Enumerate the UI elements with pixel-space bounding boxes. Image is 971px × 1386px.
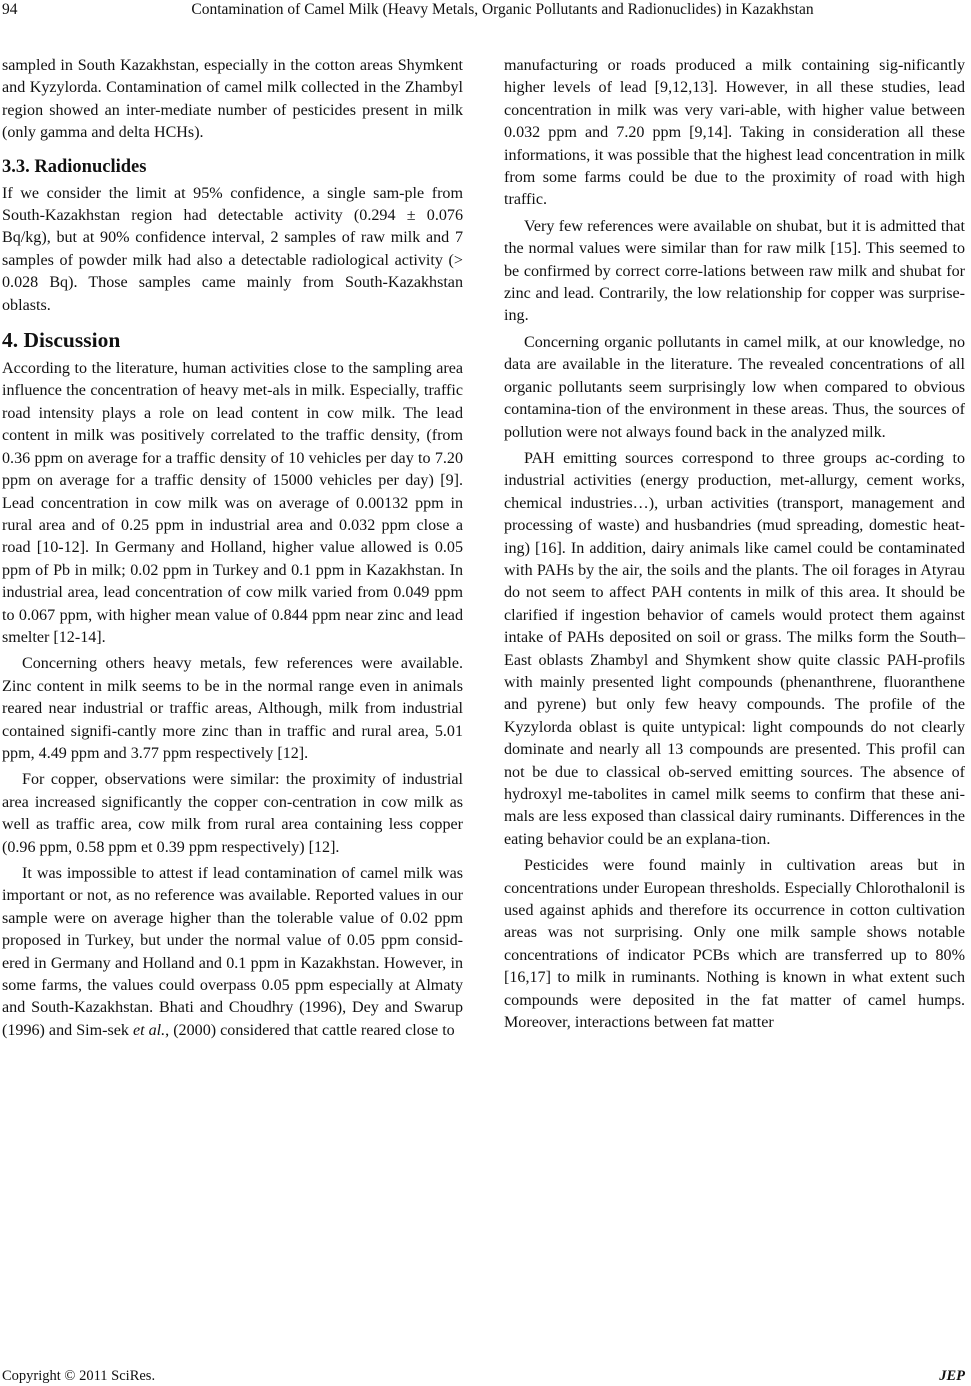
left-column [2, 55, 463, 1042]
paragraph-discussion-1: According to the literature, human activities close to the sampling area influence the concentration of heavy met-als in milk. Especially, traffic road intensity plays a role on lead content in cow milk. The lead content in milk was positively correlated to the traffic density, (from 0.36 ppm on average for a traffic density of 10 vehicles per day to 7.20 ppm on average for a traffic density of 15000 vehicles per day) [9]. Lead concentration in cow milk was on average of 0.00132 ppm in rural area and of 0.25 ppm in industrial area and 0.032 ppm close a road [10-12]. In Germany and Holland, higher value allowed is 0.05 ppm of Pb in milk; 0.02 ppm in Turkey and 0.1 ppm in Kazakhstan. In industrial area, lead concentration of cow milk varied from 0.049 ppm to 0.067 ppm, with higher mean value of 0.844 ppm near zinc and lead smelter [12-14]. [2, 360, 463, 646]
page-header [0, 0, 971, 34]
paragraph-discussion-3: For copper, observations were similar: the proximity of industrial area increased significantly the copper con-centration in cow milk as well as traffic area, cow milk from rural area containing less copper (0.96 ppm, 0.58 ppm et 0.39 ppm respectively) [12]. [2, 771, 463, 856]
paragraph-organic-pollutants: Concerning organic pollutants in camel milk, at our knowledge, no data are available in the literature. The revealed concentrations of all organic pollutants seem surprisingly low when compared to obvious contamina-tion of the environment in these areas. Thus, the sources of pollution were not always found back in the analyzed milk. [504, 333, 965, 441]
paragraph-pah: PAH emitting sources correspond to three groups ac-cording to industrial activities (energy production, met-allurgy, cement works, chemical industries…), urban activities (transport, management and processing of waste) and husbandries (mud spreading, domestic heat-ing) [16]. In addition, dairy animals like camel could be contaminated with PAHs by the air, the soils and the plants. The oil forages in Atyrau do not seem to affect PAH contents in milk of this area. It should be clarified if ingestion behavior of camels would protect them against intake of PAHs deposited on soil or grass. The milks form the South–East oblasts Zhambyl and Shymkent show quite classic PAH-profils with mainly presented light compounds (phenanthrene, fluoranthene and pyrene) but only few heavy compounds. The profile of the Kyzylorda oblast is quite untypical: light compounds do not clearly dominate and nearly all 13 compounds are presented. This profil can not be due to classical ob-served emitting sources. The absence of hydroxyl me-tabolites in camel milk seems to confirm that these ani-mals are less exposed than classical dairy ruminants. Differences in the eating behavior could be an explana-tion. [504, 449, 965, 848]
paragraph-shubat: Very few references were available on shubat, but it is admitted that the normal values were similar than for raw milk [15]. This seemed to be confirmed by correct corre-lations between raw milk and shubat for zinc and lead. Contrarily, the low relationship for copper was surprise-ing. [504, 217, 965, 325]
right-column [504, 55, 965, 1034]
paragraph-discussion-4 [2, 863, 463, 1042]
section-heading-discussion: 4. Discussion [2, 328, 121, 353]
paragraph-radionuclides: If we consider the limit at 95% confidence, a single sam-ple from South-Kazakhstan region had detectable activity (0.294 ± 0.076 Bq/kg), but at 90% confidence interval, 2 samples of raw milk and 7 samples of powder milk had also a detectable radiological activity (> 0.028 Bq). Those samples came mainly from South-Kazakhstan oblasts. [2, 184, 463, 314]
copyright-notice: Copyright © 2011 SciRes. [2, 1368, 156, 1384]
paragraph-intro: sampled in South Kazakhstan, especially in the cotton areas Shymkent and Kyzylorda. Contamination of camel milk collected in the Zhambyl region showed an inter-mediate number of pesticides present in milk (only gamma and delta HCHs). [2, 57, 463, 142]
section-heading-radionuclides: 3.3. Radionuclides [2, 156, 147, 177]
journal-abbreviation: JEP [939, 1368, 965, 1384]
paragraph-discussion-4-text-a: It was impossible to attest if lead contamination of camel milk was important or not, as no reference was available. Reported values in our sample were on average higher than the tolerable value of 0.02 ppm proposed in Turkey, but under the normal value of 0.05 ppm consid-ered in Germany and Holland and 0.1 ppm in Kazakhstan. However, in some farms, the values could overpass 0.05 ppm especially at Almaty and South-Kazakhstan. Bhati and Choudhry (1996), Dey and Swarup (1996) and Sim-sek [2, 865, 463, 1039]
page-footer [0, 1352, 971, 1384]
paragraph-pesticides: Pesticides were found mainly in cultivation areas but in concentrations under European thresholds. Especially Chlorothalonil is used against aphids and therefore its occurrence in cotton cultivation areas was not surprising. Only one milk sample shows notable concentrations of indicator PCBs which are transferred up to 80% [16,17] to milk in ruminants. Nothing is known in what extent such compounds were deposited in the fat matter of camel humps. Moreover, interactions between fat matter [504, 857, 965, 1032]
paragraph-discussion-4-text-b: , (2000) considered that cattle reared close to [165, 1021, 455, 1039]
et-al-italic: et al. [132, 1021, 166, 1039]
paragraph-discussion-2: Concerning others heavy metals, few references were available. Zinc content in milk seems to be in the normal range even in animals reared near industrial or traffic areas, Although, milk from industrial contained signifi-cantly more zinc than in traffic and rural area, 5.01 ppm, 4.49 ppm and 3.77 ppm respectively [12]. [2, 655, 463, 762]
paragraph-continuation: manufacturing or roads produced a milk containing sig-nificantly higher levels of lead [9,12,13]. However, in all these studies, lead concentration in milk was very vari-able, with higher value between 0.032 ppm and 7.20 ppm [9,14]. Taking in consideration all these informations, it was possible that the highest lead concentration in milk from some farms could be due to the proximity of road with high traffic. [504, 57, 965, 209]
page-number: 94 [2, 1, 18, 18]
running-title: Contamination of Camel Milk (Heavy Metals, Organic Pollutants and Radionuclides) in Kazakhstan [191, 1, 814, 18]
